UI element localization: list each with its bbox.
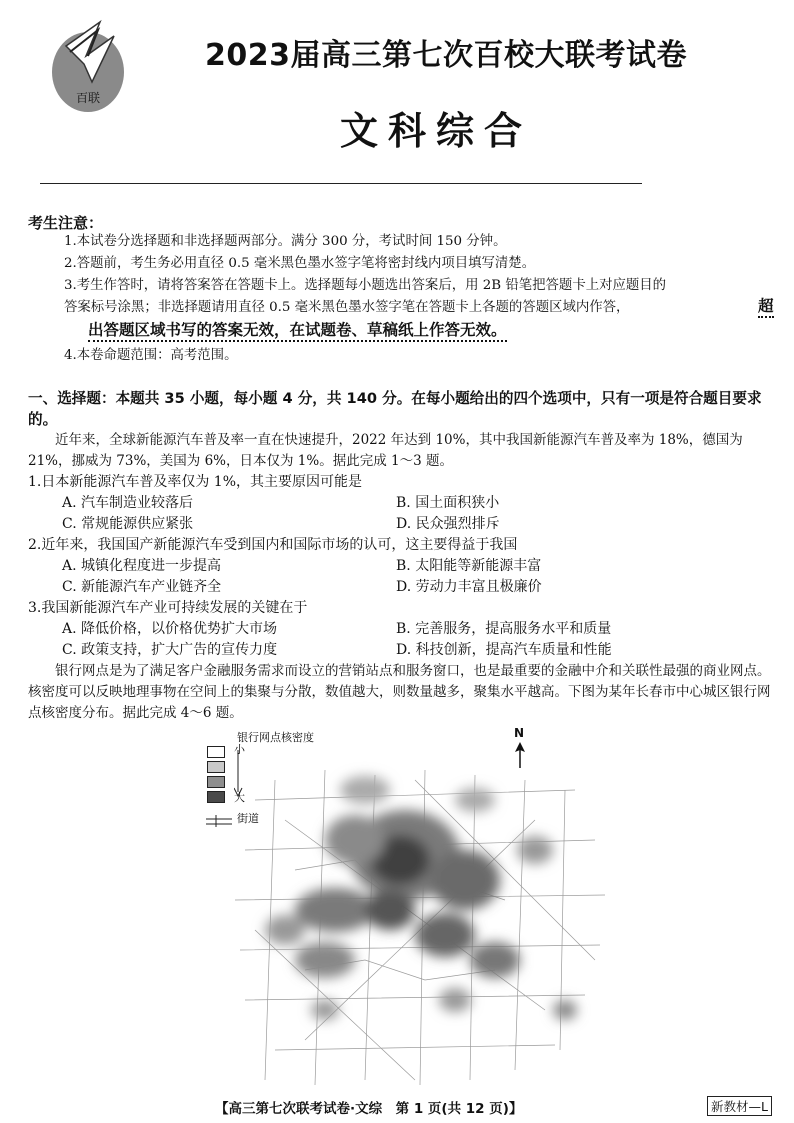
section-heading: 一、选择题：本题共 35 小题，每小题 4 分，共 140 分。在每小题给出的四个选项中，只有一项是符合题目要求的。 [28, 390, 762, 428]
header-divider [40, 183, 642, 184]
passage: 银行网点是为了满足客户金融服务需求而设立的营销站点和服务窗口，也是最重要的金融中介和关联性最强的商业网点。核密度可以反映地理事物在空间上的集聚与分散，数值越大，则数量越多，聚集水平越高。下图为某年长春市中心城区银行网点核密度分布。据此完成 4～6 题。 [28, 663, 771, 721]
note-item-emphasis: 超 [758, 296, 774, 318]
question-stem: 3.我国新能源汽车产业可持续发展的关键在于 [28, 600, 308, 616]
option: B. 完善服务，提高服务水平和质量 [396, 621, 612, 637]
exam-title: 2023届高三第七次百校大联考试卷 [205, 38, 687, 73]
option: A. 降低价格，以价格优势扩大市场 [62, 621, 278, 637]
logo-text: 百联 [75, 91, 101, 105]
bank-density-map [215, 760, 610, 1090]
option: C. 新能源汽车产业链齐全 [62, 579, 222, 595]
passage: 近年来，全球新能源汽车普及率一直在快速提升，2022 年达到 10%，其中我国新能源汽车普及率为 18%，德国为 21%，挪威为 73%，美国为 6%，日本仅为 1%。据此完成 1～3 题。 [28, 432, 743, 469]
option: D. 劳动力丰富且极廉价 [396, 579, 542, 595]
north-label: N [514, 726, 525, 740]
option: B. 太阳能等新能源丰富 [396, 558, 542, 574]
exam-subject: 文科综合 [340, 109, 533, 153]
legend-large-label: 大 [234, 791, 245, 804]
option: D. 民众强烈排斥 [396, 516, 500, 532]
legend-small-label: 小 [234, 743, 245, 756]
notes-title: 考生注意： [28, 214, 104, 232]
question-stem: 2.近年来，我国国产新能源汽车受到国内和国际市场的认可，这主要得益于我国 [28, 537, 518, 553]
note-item: 4.本卷命题范围：高考范围。 [64, 348, 238, 363]
note-item: 1.本试卷分选择题和非选择题两部分。满分 300 分，考试时间 150 分钟。 [64, 234, 507, 249]
option: C. 常规能源供应紧张 [62, 516, 194, 532]
note-item-emphasis: 出答题区域书写的答案无效，在试题卷、草稿纸上作答无效。 [88, 320, 507, 342]
legend-title: 银行网点核密度 [237, 731, 314, 744]
option: A. 汽车制造业较落后 [62, 495, 194, 511]
legend-street-label: 街道 [237, 812, 259, 825]
option: C. 政策支持，扩大广告的宣传力度 [62, 642, 278, 658]
edition-tag: 新教材—L [707, 1096, 772, 1116]
legend-swatch-level-1 [207, 746, 225, 758]
question-stem: 1.日本新能源汽车普及率仅为 1%，其主要原因可能是 [28, 474, 363, 490]
school-logo [48, 16, 130, 120]
note-item: 3.考生作答时，请将答案答在答题卡上。选择题每小题选出答案后，用 2B 铅笔把答题卡上对应题目的 [64, 278, 667, 293]
note-item: 2.答题前，考生务必用直径 0.5 毫米黑色墨水签字笔将密封线内项目填写清楚。 [64, 256, 536, 271]
note-item: 答案标号涂黑；非选择题请用直径 0.5 毫米黑色墨水签字笔在答题卡上各题的答题区域内作答， [64, 300, 630, 315]
option: D. 科技创新，提高汽车质量和性能 [396, 642, 612, 658]
option: A. 城镇化程度进一步提高 [62, 558, 222, 574]
page-footer: 【高三第七次联考试卷·文综 第 1 页(共 12 页)】 [215, 1101, 523, 1117]
option: B. 国土面积狭小 [396, 495, 500, 511]
